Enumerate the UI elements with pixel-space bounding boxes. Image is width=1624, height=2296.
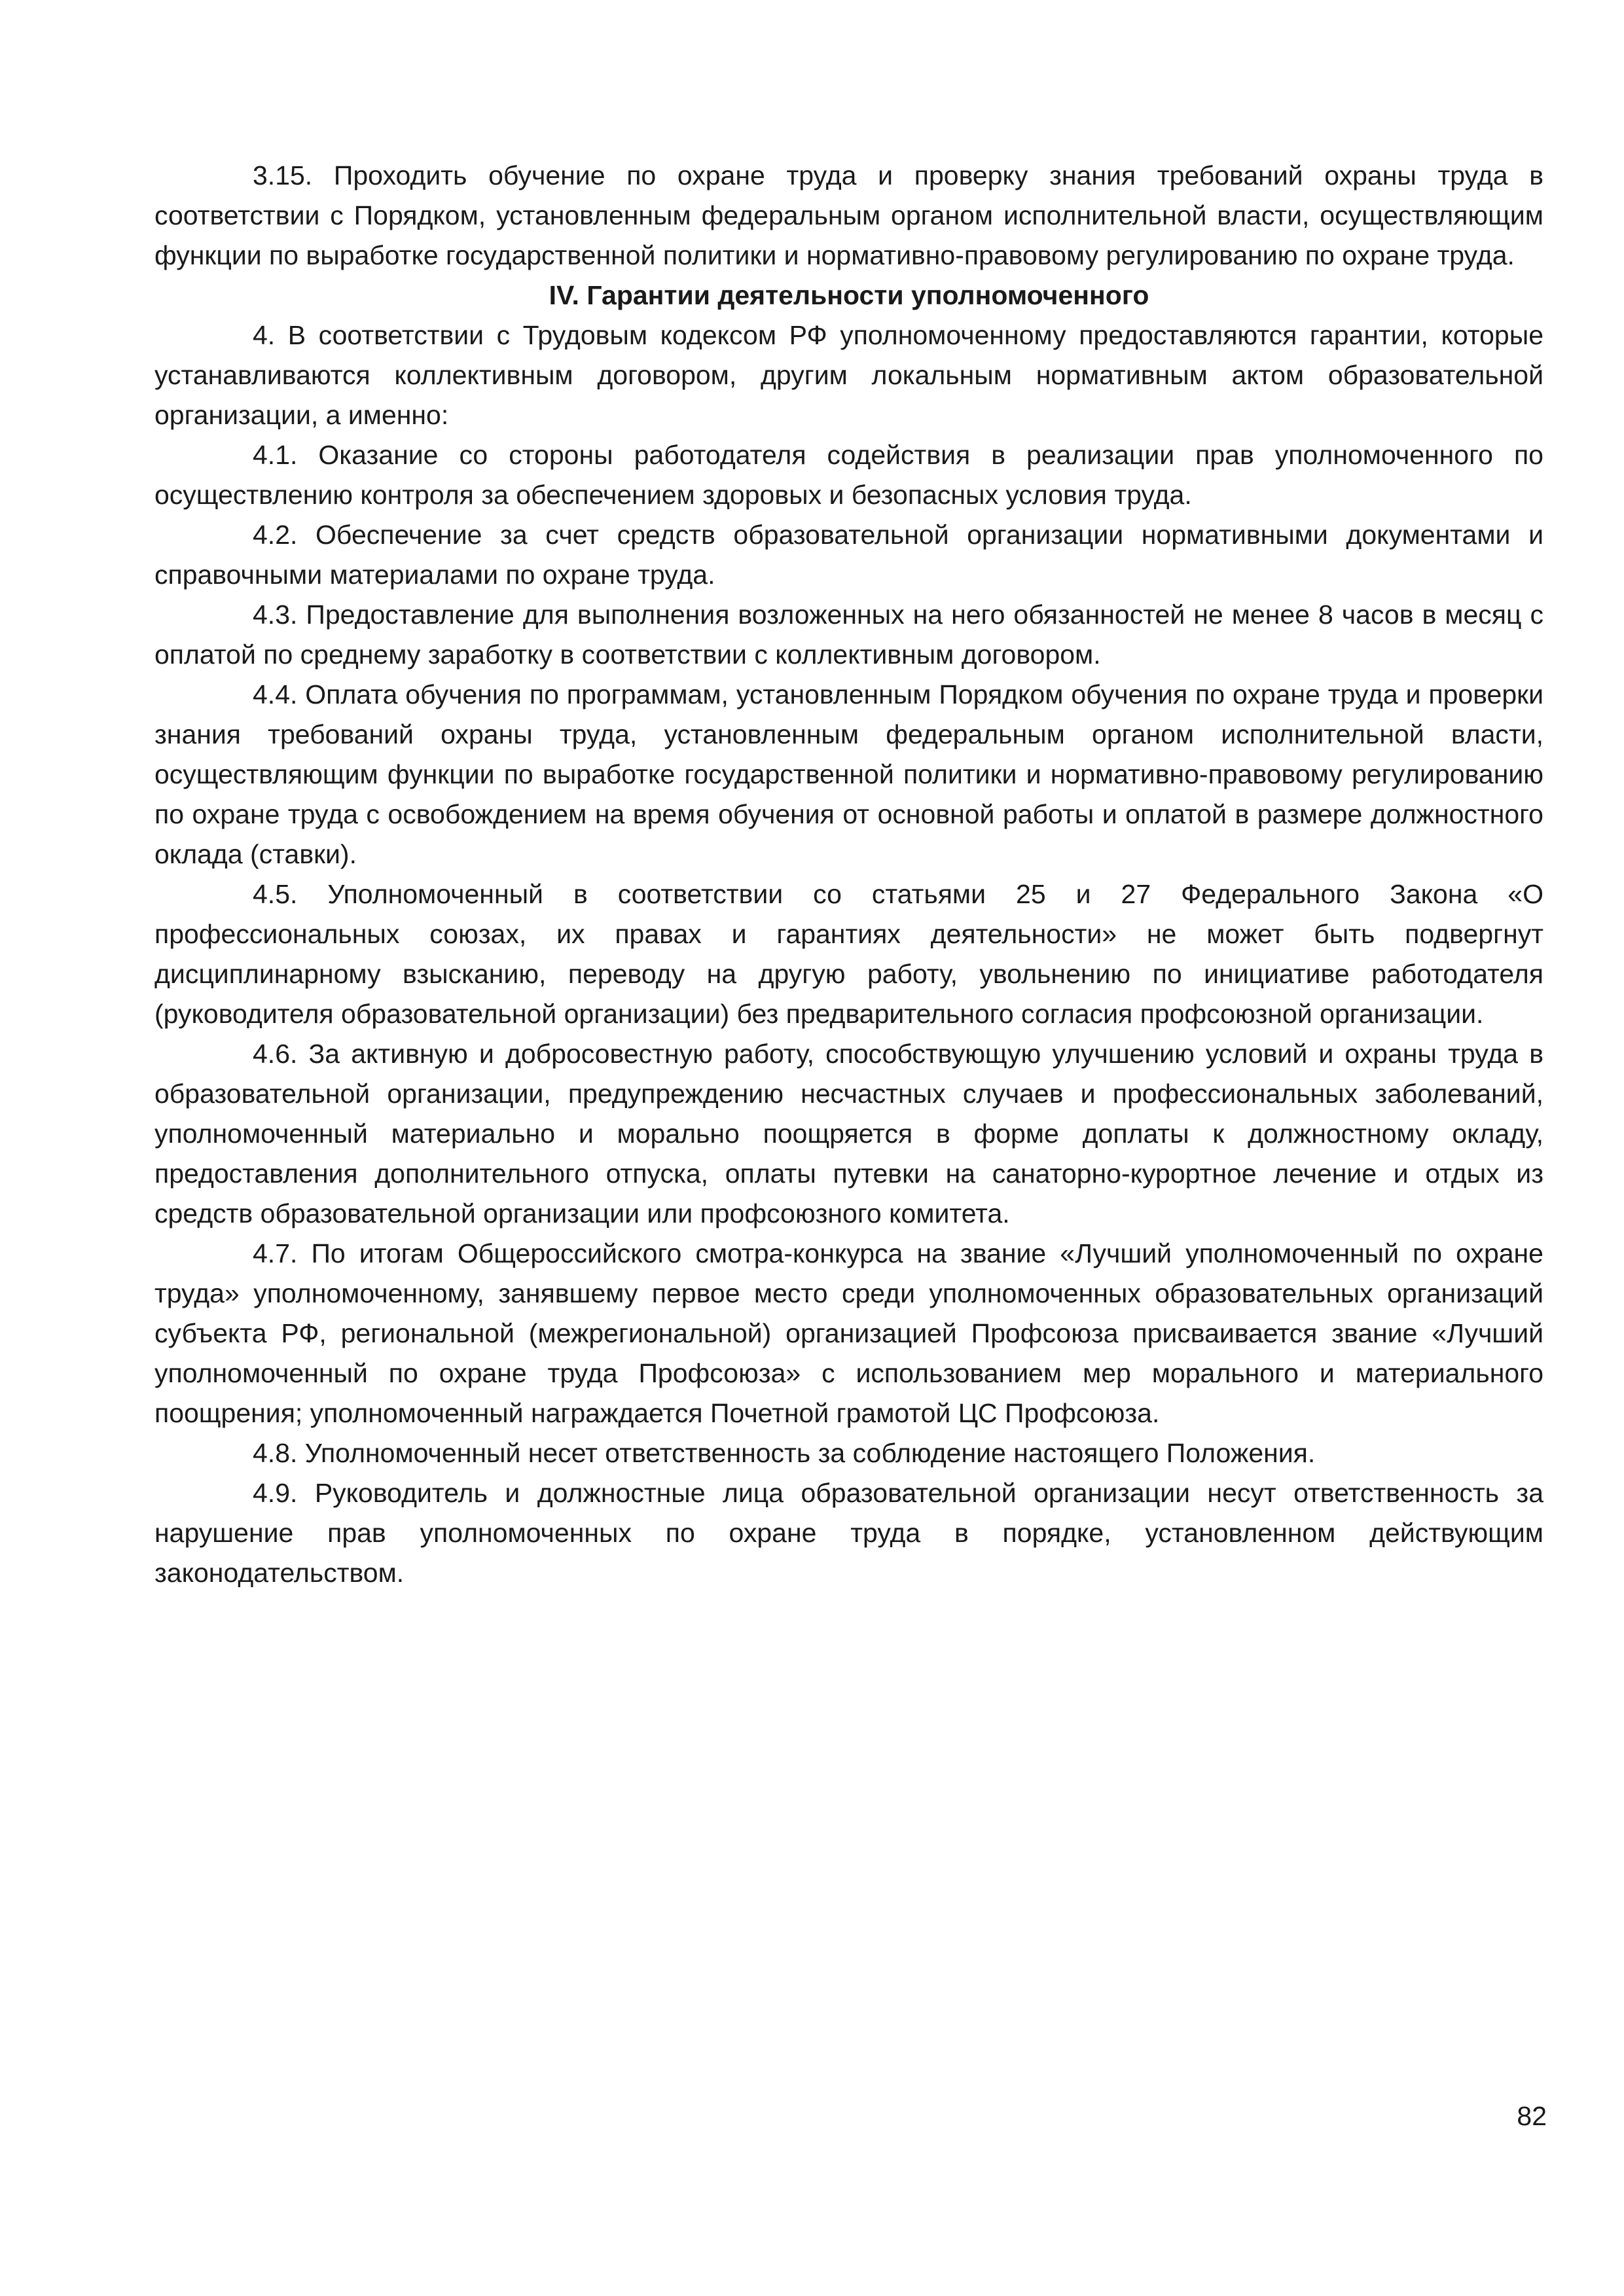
page-body <box>154 156 1543 1593</box>
paragraph-4-4: 4.4. Оплата обучения по программам, установленным Порядком обучения по охране труда и проверки знания требований охраны труда, установленным федеральным органом исполнительной власти, осуществляющим функции по выработке государственной политики и нормативно-правовому регулированию по охране труда с освобождением на время обучения от основной работы и оплатой в размере должностного оклада (ставки). <box>154 679 1543 869</box>
page-number: 82 <box>1517 2101 1547 2131</box>
paragraph-4-9: 4.9. Руководитель и должностные лица образовательной организации несут ответственность за нарушение прав уполномоченных по охране труда в порядке, установленном действующим законодательством. <box>154 1478 1543 1588</box>
section-heading: IV. Гарантии деятельности уполномоченного <box>549 280 1149 310</box>
paragraph-4: 4. В соответствии с Трудовым кодексом РФ уполномоченному предоставляются гарантии, которые устанавливаются коллективным договором, другим локальным нормативным актом образовательной организации, а именно: <box>154 320 1543 430</box>
paragraph-3-15: 3.15. Проходить обучение по охране труда и проверку знания требований охраны труда в соответствии с Порядком, установленным федеральным органом исполнительной власти, осуществляющим функции по выработке государственной политики и нормативно-правовому регулированию по охране труда. <box>154 160 1543 270</box>
paragraph-4-5: 4.5. Уполномоченный в соответствии со статьями 25 и 27 Федерального Закона «О профессиональных союзах, их правах и гарантиях деятельности» не может быть подвергнут дисциплинарному взысканию, переводу на другую работу, увольнению по инициативе работодателя (руководителя образовательной организации) без предварительного согласия профсоюзной организации. <box>154 879 1543 1029</box>
paragraph-4-8: 4.8. Уполномоченный несет ответственность за соблюдение настоящего Положения. <box>253 1438 1316 1468</box>
paragraph-4-3: 4.3. Предоставление для выполнения возложенных на него обязанностей не менее 8 часов в месяц с оплатой по среднему заработку в соответствии с коллективным договором. <box>154 600 1543 670</box>
paragraph-4-6: 4.6. За активную и добросовестную работу, способствующую улучшению условий и охраны труда в образовательной организации, предупреждению несчастных случаев и профессиональных заболеваний, уполномоченный материально и морально поощряется в форме доплаты к должностному окладу, предоставления дополнительного отпуска, оплаты путевки на санаторно-курортное лечение и отдых из средств образовательной организации или профсоюзного комитета. <box>154 1039 1543 1229</box>
paragraph-4-1: 4.1. Оказание со стороны работодателя содействия в реализации прав уполномоченного по осуществлению контроля за обеспечением здоровых и безопасных условия труда. <box>154 440 1543 510</box>
paragraph-4-2: 4.2. Обеспечение за счет средств образовательной организации нормативными документами и справочными материалами по охране труда. <box>154 520 1543 590</box>
paragraph-4-7: 4.7. По итогам Общероссийского смотра-конкурса на звание «Лучший уполномоченный по охране труда» уполномоченному, занявшему первое место среди уполномоченных образовательных организаций субъекта РФ, региональной (межрегиональной) организацией Профсоюза присваивается звание «Лучший уполномоченный по охране труда Профсоюза» с использованием мер морального и материального поощрения; уполномоченный награждается Почетной грамотой ЦС Профсоюза. <box>154 1238 1543 1428</box>
